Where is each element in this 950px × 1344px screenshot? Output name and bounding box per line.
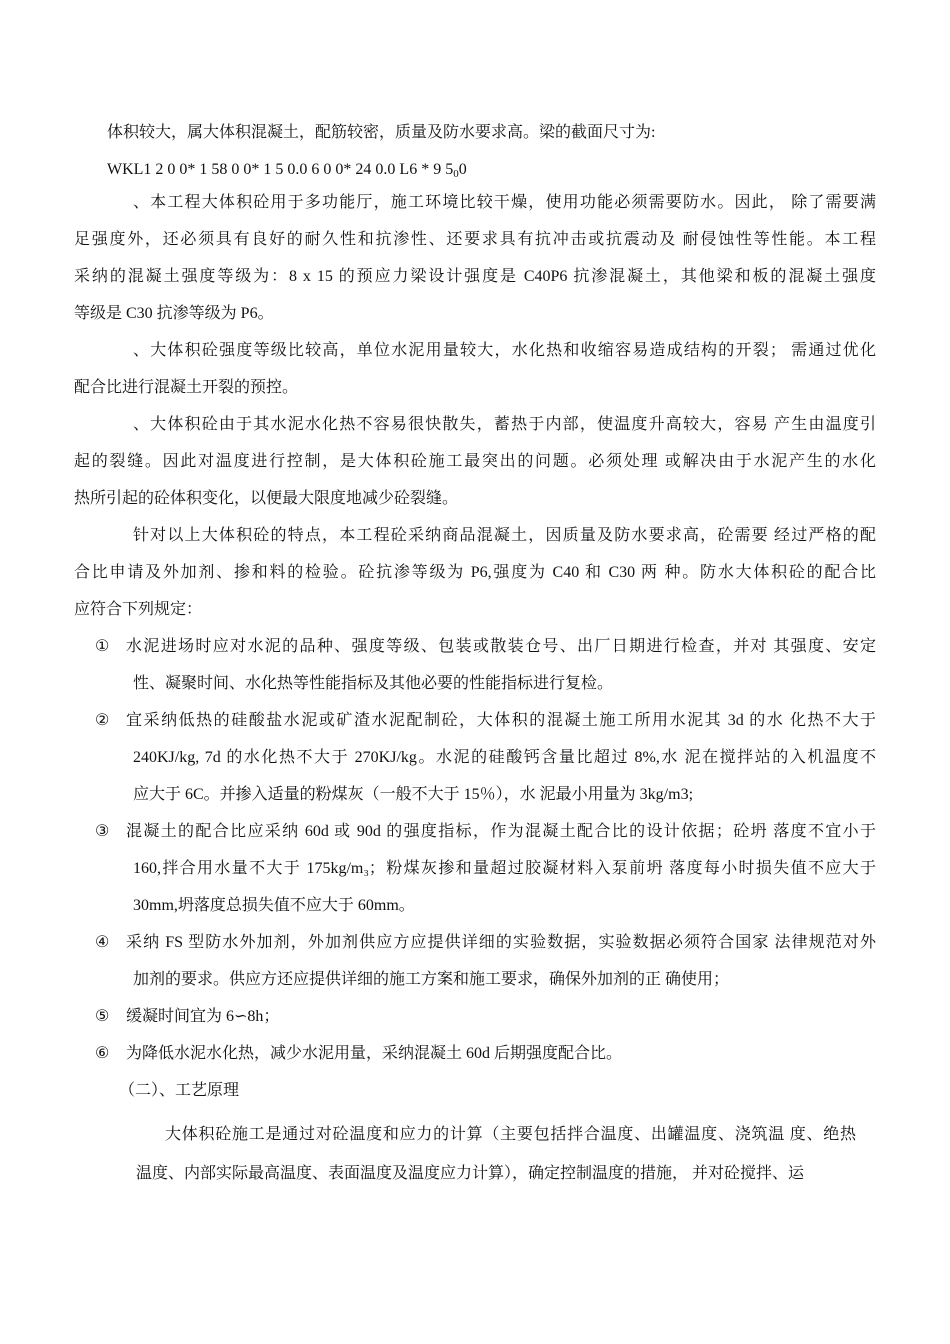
paragraph-line: 合比申请及外加剂、掺和料的检验。砼抗渗等级为 P6,强度为 C40 和 C30 两 种。防水大体积砼的配合比 [74,564,876,581]
paragraph-line: 足强度外，还必须具有良好的耐久性和抗渗性、还要求具有抗冲击或抗震动及 耐侵蚀性等性能。本工程 [74,231,876,248]
list-item-line: 为降低水泥水化热，减少水泥用量，采纳混凝土 60d 后期强度配合比。 [126,1045,623,1062]
paragraph-line: 起的裂缝。因此对温度进行控制，是大体积砼施工最突出的问题。必须处理 或解决由于水泥产生的水化 [74,453,876,470]
dimension-tail: 0 [458,161,467,178]
list-item-line: 采纳 FS 型防水外加剂，外加剂供应方应提供详细的实验数据，实验数据必须符合国家 法律规范对外 [126,934,876,951]
list-item-line: 宜采纳低热的硅酸盐水泥或矿渣水泥配制砼，大体积的混凝土施工所用水泥其 3d 的水 化热不大于 [126,712,876,729]
principle-line: 大体积砼施工是通过对砼温度和应力的计算（主要包括拌合温度、出罐温度、浇筑温 度、绝热 [165,1126,856,1143]
list-marker: ③ [95,823,110,840]
dimension-main: WKL1 2 0 0* 1 58 0 0* 1 5 0.0 6 0 0* 24 0.0 L6 * 9 5 [107,161,454,178]
list-item-line: 240KJ/kg, 7d 的水化热不大于 270KJ/kg。水泥的硅酸钙含量比超过 8%,水 泥在搅拌站的入机温度不 [133,749,876,766]
list-item-line: 混凝土的配合比应采纳 60d 或 90d 的强度指标，作为混凝土配合比的设计依据；砼坍 落度不宜小于 [126,823,876,840]
paragraph-line: 针对以上大体积砼的特点，本工程砼采纳商品混凝土，因质量及防水要求高，砼需要 经过严格的配 [133,527,876,544]
list-item-line: 160,拌合用水量不大于 175kg/m₃；粉煤灰掺和量超过胶凝材料入泵前坍 落度每小时损失值不应大于 [133,860,876,877]
list-item-line: 水泥进场时应对水泥的品种、强度等级、包装或散装仓号、出厂日期进行检查，并对 其强度、安定 [126,638,876,655]
paragraph-line: 等级是 C30 抗渗等级为 P6。 [74,305,274,322]
paragraph-line: 、大体积砼由于其水泥水化热不容易很快散失，蓄热于内部，使温度升高较大，容易 产生由温度引 [133,416,876,433]
list-item-line: 加剂的要求。供应方还应提供详细的施工方案和施工要求，确保外加剂的正 确使用； [133,971,730,988]
list-marker: ① [95,638,110,655]
list-item-line: 应大于 6C。并掺入适量的粉煤灰（一般不大于 15％），水 泥最小用量为 3kg/m3; [133,786,694,803]
list-item-line: 性、凝聚时间、水化热等性能指标及其他必要的性能指标进行复检。 [133,675,614,692]
dimension-subscript: 0 [453,168,459,180]
list-marker: ⑤ [95,1008,110,1025]
paragraph-line: 、大体积砼强度等级比较高，单位水泥用量较大，水化热和收缩容易造成结构的开裂； 需通过优化 [133,342,876,359]
section-heading: （二）、工艺原理 [119,1082,240,1099]
list-item-line: 30mm,坍落度总损失值不应大于 60mm。 [133,897,415,914]
paragraph-line: 应符合下列规定： [74,601,203,618]
list-marker: ② [95,712,110,729]
principle-line: 温度、内部实际最高温度、表面温度及温度应力计算），确定控制温度的措施， 并对砼搅拌、运 [136,1165,805,1182]
paragraph-line: 配合比进行混凝土开裂的预控。 [74,379,299,396]
list-marker: ④ [95,934,110,951]
intro-line: 体积较大，属大体积混凝土，配筋较密，质量及防水要求高。梁的截面尺寸为: [107,124,656,141]
paragraph-line: 热所引起的砼体积变化，以便最大限度地减少砼裂缝。 [74,490,459,507]
list-marker: ⑥ [95,1045,110,1062]
beam-dimension-line [107,159,467,185]
paragraph-line: 、本工程大体积砼用于多功能厅，施工环境比较干燥，使用功能必须需要防水。因此， 除了需要满 [133,194,876,211]
list-item-line: 缓凝时间宜为 6∽8h； [126,1008,280,1025]
paragraph-line: 采纳的混凝土强度等级为：8 x 15 的预应力梁设计强度是 C40P6 抗渗混凝土，其他梁和板的混凝土强度 [74,268,876,285]
